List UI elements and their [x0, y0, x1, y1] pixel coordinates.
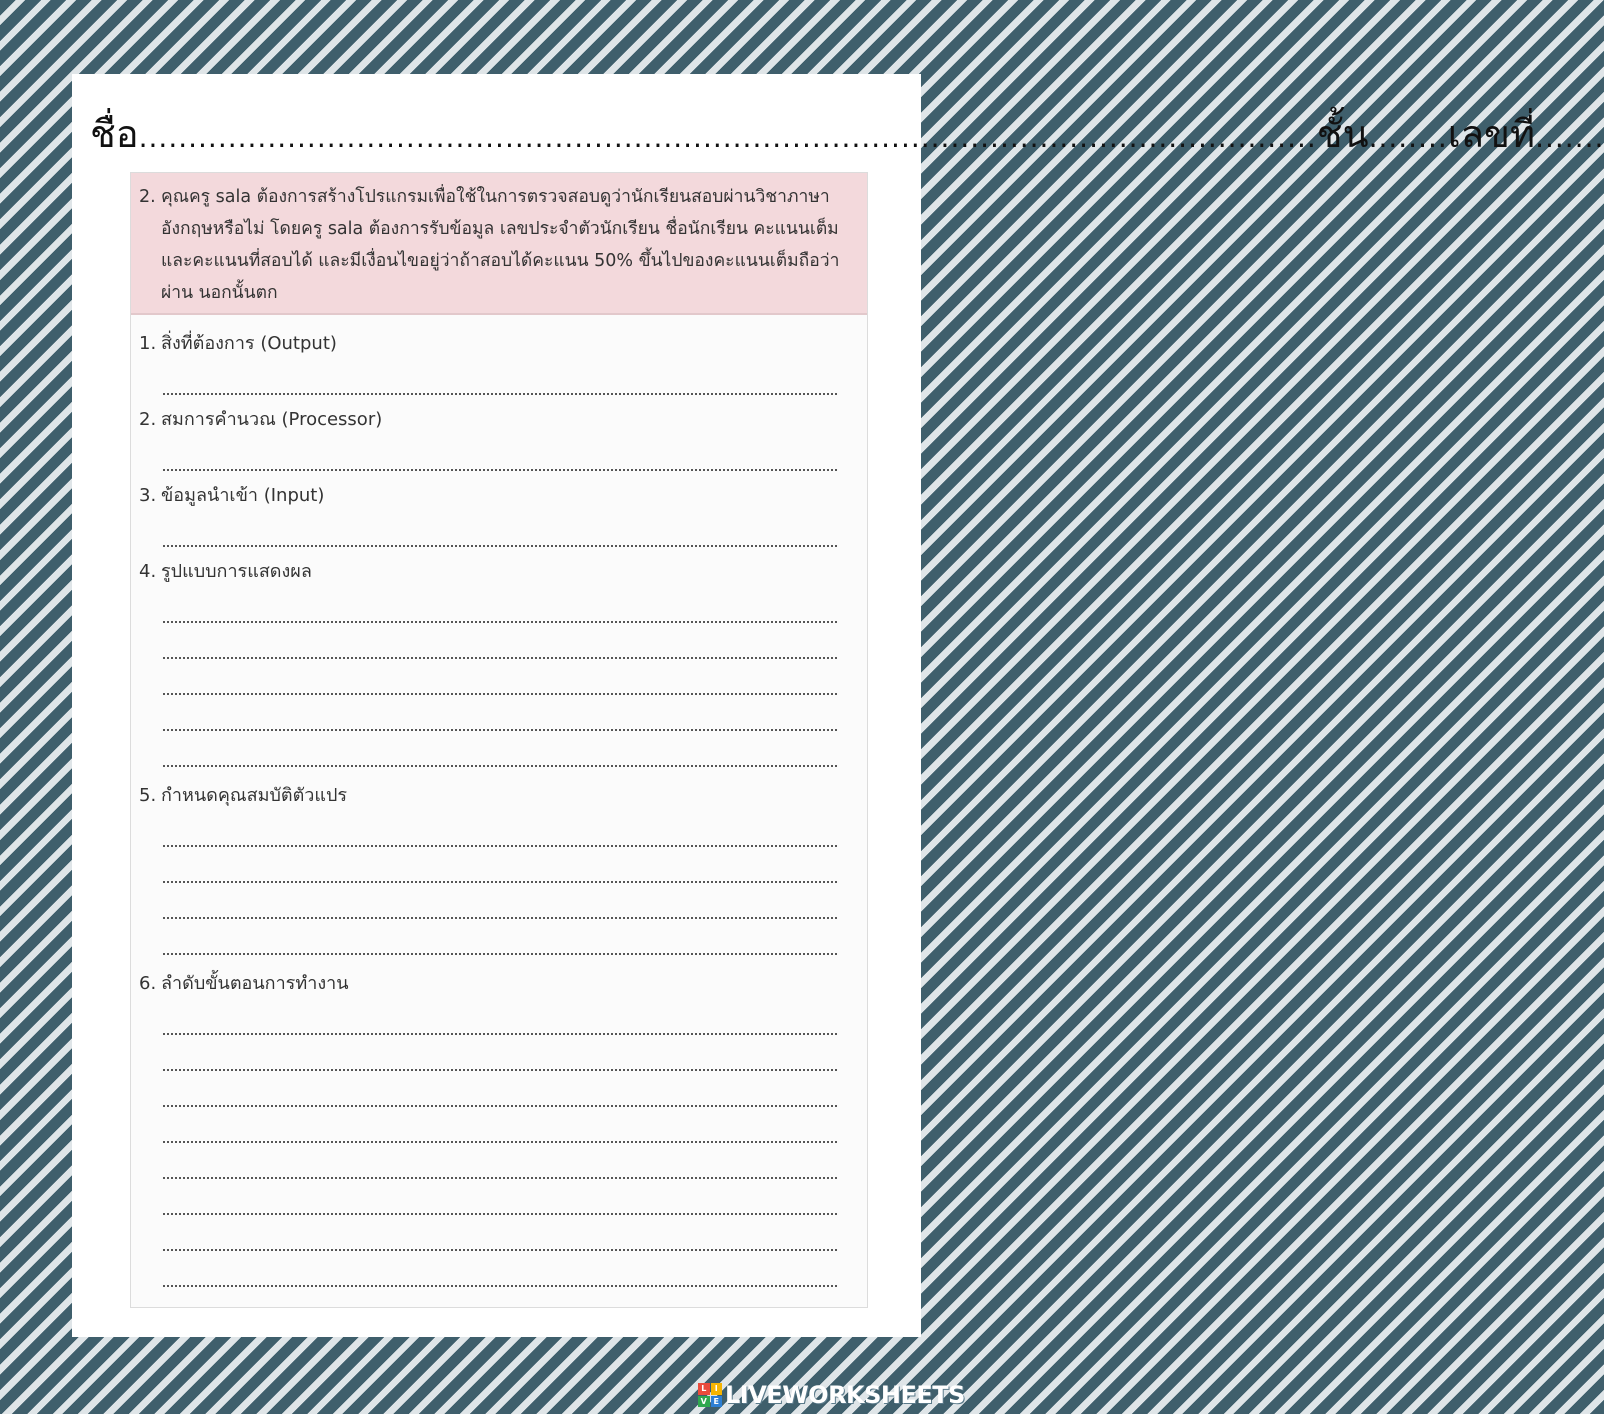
answer-line[interactable]	[163, 659, 837, 695]
section-number: 4.	[139, 561, 157, 582]
answer-line[interactable]	[163, 847, 837, 883]
worksheet-page	[72, 74, 1604, 1337]
answer-line[interactable]	[163, 1143, 837, 1179]
liveworksheets-logo[interactable]	[698, 1380, 965, 1410]
answer-line[interactable]	[163, 1071, 837, 1107]
logo-tile: V	[698, 1396, 710, 1408]
answer-line[interactable]	[163, 1179, 837, 1215]
logo-tiles-icon	[698, 1383, 722, 1407]
problem-number: 2.	[139, 187, 156, 207]
section-title	[139, 969, 837, 999]
number-label: เลขที่	[1447, 112, 1536, 156]
section-number: 3.	[139, 485, 157, 506]
section-number: 5.	[139, 785, 157, 806]
number-field[interactable]: .......	[1535, 121, 1604, 154]
section-title	[139, 557, 837, 587]
worksheet-content	[130, 172, 868, 1308]
answer-line[interactable]	[163, 731, 837, 767]
answer-line[interactable]	[163, 695, 837, 731]
student-info-header	[90, 104, 1604, 164]
section-number: 2.	[139, 409, 157, 430]
class-label: ชั้น	[1316, 112, 1369, 156]
section-steps	[131, 969, 867, 1287]
logo-tile: I	[711, 1383, 723, 1395]
logo-text: LIVEWORKSHEETS	[725, 1381, 965, 1409]
section-label: สมการคำนวณ (Processor)	[161, 409, 383, 430]
answer-line[interactable]	[163, 359, 837, 395]
class-field[interactable]: ........	[1368, 121, 1448, 154]
section-input	[131, 481, 867, 547]
logo-tile: L	[698, 1383, 710, 1395]
answer-line[interactable]	[163, 623, 837, 659]
answer-line[interactable]	[163, 883, 837, 919]
section-title	[139, 329, 837, 359]
answer-line[interactable]	[163, 1251, 837, 1287]
problem-text: คุณครู sala ต้องการสร้างโปรแกรมเพื่อใช้ในการตรวจสอบดูว่านักเรียนสอบผ่านวิชาภาษาอังกฤษหรือไม่ โดยครู sala ต้องการรับข้อมูล เลขประจำตัวนักเรียน ชื่อนักเรียน คะแนนเต็ม และคะแนนที่สอบได้ และมีเงื่อนไขอยู่ว่าถ้าสอบได้คะแนน 50% ขึ้นไปของคะแนนเต็มถือว่าผ่าน นอกนั้นตก	[161, 187, 840, 303]
logo-tile: E	[711, 1396, 723, 1408]
section-title	[139, 405, 837, 435]
section-label: กำหนดคุณสมบัติตัวแปร	[161, 785, 348, 806]
answer-line[interactable]	[163, 811, 837, 847]
section-title	[139, 481, 837, 511]
section-output	[131, 329, 867, 395]
problem-statement	[131, 173, 867, 315]
section-label: สิ่งที่ต้องการ (Output)	[161, 333, 337, 354]
section-variable-properties	[131, 781, 867, 955]
answer-line[interactable]	[163, 1215, 837, 1251]
name-label: ชื่อ	[90, 112, 139, 156]
answer-line[interactable]	[163, 587, 837, 623]
section-label: รูปแบบการแสดงผล	[161, 561, 312, 582]
name-field[interactable]: .......................................................................................................................	[138, 121, 1317, 154]
section-label: ลำดับขั้นตอนการทำงาน	[161, 973, 349, 994]
answer-line[interactable]	[163, 1035, 837, 1071]
section-processor	[131, 405, 867, 471]
answer-line[interactable]	[163, 919, 837, 955]
answer-line[interactable]	[163, 1107, 837, 1143]
answer-line[interactable]	[163, 435, 837, 471]
section-display-format	[131, 557, 867, 767]
answer-line[interactable]	[163, 511, 837, 547]
section-label: ข้อมูลนำเข้า (Input)	[161, 485, 325, 506]
section-number: 1.	[139, 333, 157, 354]
section-title	[139, 781, 837, 811]
section-number: 6.	[139, 973, 157, 994]
answer-line[interactable]	[163, 999, 837, 1035]
